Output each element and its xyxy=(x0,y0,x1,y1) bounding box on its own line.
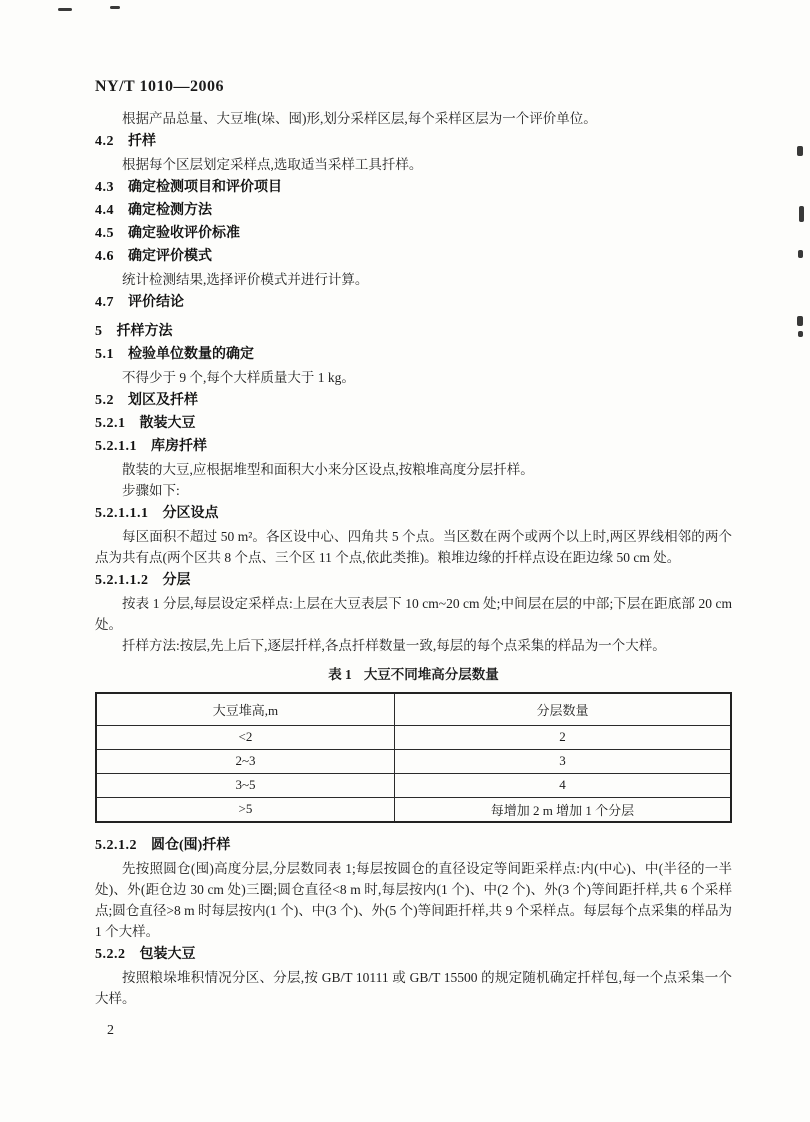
section-heading-4-2 xyxy=(95,131,732,152)
section-title: 检验单位数量的确定 xyxy=(128,347,254,362)
table-caption xyxy=(95,664,732,685)
scan-artifact xyxy=(798,331,803,337)
section-title: 确定评价模式 xyxy=(128,249,212,264)
section-title: 确定验收评价标准 xyxy=(128,226,240,241)
section-number: 4.3 xyxy=(95,180,114,195)
table-caption-number: 表 1 xyxy=(328,667,352,682)
section-title: 扦样 xyxy=(128,134,156,149)
section-heading-5 xyxy=(95,321,732,342)
page-number: 2 xyxy=(107,1022,114,1038)
section-heading-4-4 xyxy=(95,200,732,221)
table-row xyxy=(96,773,731,797)
section-title: 扦样方法 xyxy=(116,324,173,339)
section-number: 5.2 xyxy=(95,393,114,408)
section-title: 圆仓(囤)扦样 xyxy=(151,837,231,853)
section-number: 4.6 xyxy=(95,249,114,264)
table-cell-layers: 2 xyxy=(394,725,731,749)
section-number: 5.2.1.2 xyxy=(95,837,137,853)
section-title: 分区设点 xyxy=(162,506,219,521)
paragraph-steps: 步骤如下: xyxy=(122,483,180,498)
section-title: 分层 xyxy=(162,573,191,588)
table-header-height: 大豆堆高,m xyxy=(96,693,394,725)
section-heading-5-2-1-1-2 xyxy=(95,570,732,591)
table-header-row xyxy=(96,693,731,725)
table-row xyxy=(96,725,731,749)
section-number: 5.2.2 xyxy=(95,946,126,962)
scan-artifact xyxy=(110,6,120,9)
paragraph-5-2-2: 按照粮垛堆积情况分区、分层,按 GB/T 10111 或 GB/T 15500 的规定随机确定扦样包,每一个点采集一个大样。 xyxy=(95,969,732,1006)
section-number: 4.7 xyxy=(95,295,114,310)
section-title: 散装大豆 xyxy=(139,416,196,431)
table-row xyxy=(96,797,731,822)
paragraph-5-1: 不得少于 9 个,每个大样质量大于 1 kg。 xyxy=(122,370,355,385)
section-number: 5 xyxy=(95,324,103,339)
section-title: 包装大豆 xyxy=(139,946,196,962)
paragraph-5-2-1-1: 散装的大豆,应根据堆型和面积大小来分区设点,按粮堆高度分层扦样。 xyxy=(122,462,534,477)
section-heading-4-6 xyxy=(95,246,732,267)
section-number: 4.5 xyxy=(95,226,114,241)
paragraph-5-2-1-1-1: 每区面积不超过 50 m²。各区设中心、四角共 5 个点。当区数在两个或两个以上时,两区界线相邻的两个点为共有点(两个区共 8 个点、三个区 11 个点,依此类推)。粮堆边缘的扦样点设在距边缘 50 cm 处。 xyxy=(95,529,732,565)
paragraph-5-2-1-1-2-a: 按表 1 分层,每层设定采样点:上层在大豆表层下 10 cm~20 cm 处;中间层在层的中部;下层在距底部 20 cm 处。 xyxy=(95,596,732,632)
section-heading-5-2-1-1-1 xyxy=(95,503,732,524)
table-cell-layers: 每增加 2 m 增加 1 个分层 xyxy=(394,797,731,822)
section-number: 4.4 xyxy=(95,203,114,218)
section-heading-5-2-1-2 xyxy=(95,835,732,856)
paragraph-5-2-1-1-2-b: 扦样方法:按层,先上后下,逐层扦样,各点扦样数量一致,每层的每个点采集的样品为一个大样。 xyxy=(122,638,666,653)
paragraph-5-2-1-2: 先按照圆仓(囤)高度分层,分层数同表 1;每层按圆仓的直径设定等间距采样点:内(中心)、中(半径的一半处)、外(距仓边 30 cm 处)三圈;圆仓直径<8 m 时,每层按内(1 个)、中(2 个)、外(3 个)等间距扦样,共 6 个采样点;圆仓直径>8 m 时每层按内(1 个)、中(3 个)、外(5 个)等间距扦样,共 9 个采样点。每层每个点采集的样品为 1 个大样。 xyxy=(95,860,732,939)
layer-count-table xyxy=(95,692,732,823)
table-cell-height: >5 xyxy=(96,797,394,822)
section-number: 5.2.1.1.2 xyxy=(95,573,149,588)
section-number: 5.2.1 xyxy=(95,416,126,431)
section-heading-4-3 xyxy=(95,177,732,198)
table-header-layers: 分层数量 xyxy=(394,693,731,725)
section-number: 5.1 xyxy=(95,347,114,362)
scan-artifact xyxy=(798,250,803,258)
page-content xyxy=(95,78,732,1039)
section-number: 5.2.1.1.1 xyxy=(95,506,149,521)
section-heading-5-2-1 xyxy=(95,413,732,434)
section-title: 评价结论 xyxy=(128,295,184,310)
table-caption-title: 大豆不同堆高分层数量 xyxy=(363,667,499,682)
table-cell-height: <2 xyxy=(96,725,394,749)
scan-artifact xyxy=(799,206,804,222)
section-title: 库房扦样 xyxy=(151,439,207,454)
doc-number-header: NY/T 1010—2006 xyxy=(95,78,224,95)
section-heading-5-2-2 xyxy=(95,944,732,965)
section-title: 划区及扦样 xyxy=(128,393,198,408)
table-cell-height: 3~5 xyxy=(96,773,394,797)
table-cell-layers: 3 xyxy=(394,749,731,773)
section-number: 4.2 xyxy=(95,134,114,149)
section-heading-5-2 xyxy=(95,390,732,411)
scan-artifact xyxy=(797,146,803,156)
table-row xyxy=(96,749,731,773)
paragraph-intro: 根据产品总量、大豆堆(垛、囤)形,划分采样区层,每个采样区层为一个评价单位。 xyxy=(122,111,597,126)
scan-artifact xyxy=(797,316,803,326)
table-block xyxy=(95,664,732,823)
section-number: 5.2.1.1 xyxy=(95,439,137,454)
scan-artifact xyxy=(58,8,72,11)
section-heading-4-5 xyxy=(95,223,732,244)
table-cell-layers: 4 xyxy=(394,773,731,797)
paragraph-4-2: 根据每个区层划定采样点,选取适当采样工具扦样。 xyxy=(122,157,423,172)
table-cell-height: 2~3 xyxy=(96,749,394,773)
section-heading-5-1 xyxy=(95,344,732,365)
section-title: 确定检测项目和评价项目 xyxy=(128,180,282,195)
section-title: 确定检测方法 xyxy=(128,203,212,218)
paragraph-4-6: 统计检测结果,选择评价模式并进行计算。 xyxy=(122,272,369,287)
section-heading-5-2-1-1 xyxy=(95,436,732,457)
section-heading-4-7 xyxy=(95,292,732,313)
